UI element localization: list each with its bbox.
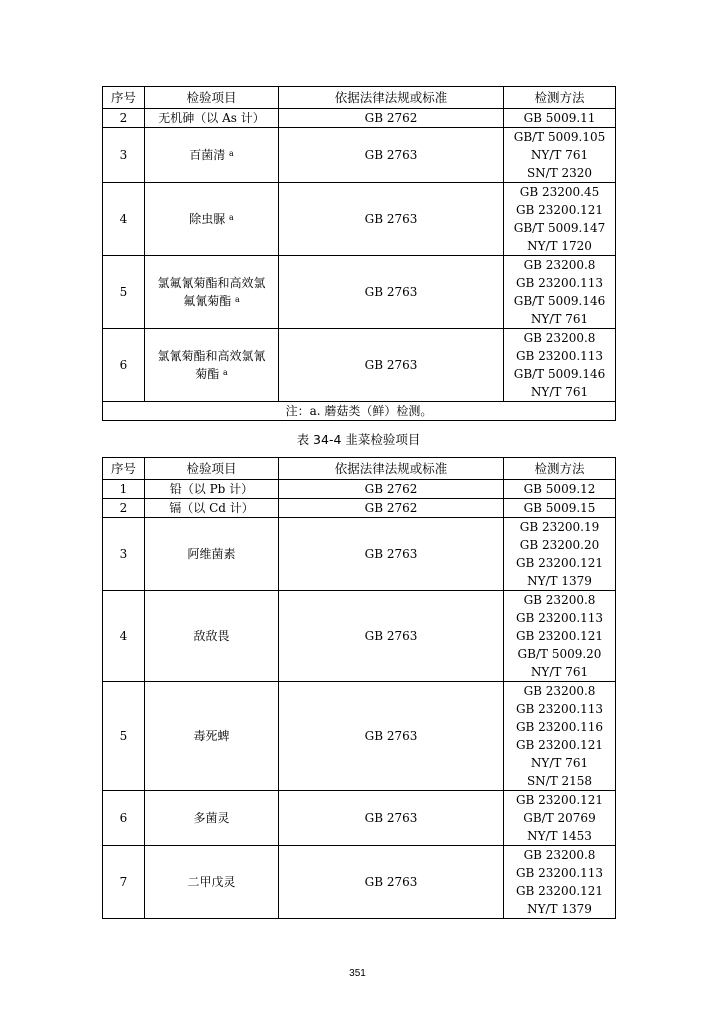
item-text: 百菌清 — [189, 148, 226, 162]
item-text: 铅（以 Pb 计） — [169, 482, 254, 496]
method-standard: GB/T 20769 — [523, 811, 596, 825]
table-row — [103, 109, 616, 128]
legal-standard: GB 2763 — [279, 128, 504, 183]
item-line — [147, 146, 276, 164]
item-text: 除虫脲 — [189, 212, 226, 226]
method-standard: SN/T 2158 — [526, 774, 593, 788]
method-standard: NY/T 1453 — [527, 829, 592, 843]
item-text: 氯氰菊酯和高效氯氰 — [157, 349, 266, 363]
legal-standard: GB 2763 — [279, 682, 504, 791]
legal-standard: GB 2763 — [279, 256, 504, 329]
test-methods — [504, 109, 616, 128]
item-text: 敌敌畏 — [193, 629, 230, 643]
table-row — [103, 256, 616, 329]
page-number: 351 — [349, 968, 366, 979]
table-caption: 表 34-4 韭菜检验项目 — [296, 432, 421, 447]
header-item: 检验项目 — [145, 458, 279, 480]
legal-standard: GB 2762 — [279, 109, 504, 128]
method-standard: GB 23200.121 — [515, 884, 604, 898]
method-standard: NY/T 1379 — [527, 574, 592, 588]
header-method: 检测方法 — [504, 87, 616, 109]
method-standard: NY/T 761 — [530, 148, 589, 162]
table-note: 注：a. 蘑菇类（鲜）检测。 — [103, 402, 616, 421]
method-standard: NY/T 1379 — [527, 902, 592, 916]
method-standard: GB 23200.121 — [515, 629, 604, 643]
legal-standard: GB 2762 — [279, 499, 504, 518]
method-standard: GB/T 5009.146 — [513, 367, 606, 381]
item-text: 多菌灵 — [193, 811, 230, 825]
header-item: 检验项目 — [145, 87, 279, 109]
header-row — [103, 87, 616, 109]
method-standard: GB 23200.113 — [515, 611, 604, 625]
table-row — [103, 329, 616, 402]
header-standard: 依据法律法规或标准 — [279, 87, 504, 109]
note-row — [103, 402, 616, 421]
header-row — [103, 458, 616, 480]
legal-standard: GB 2763 — [279, 591, 504, 682]
item-text: 二甲戊灵 — [187, 875, 236, 889]
legal-standard: GB 2763 — [279, 791, 504, 846]
header-no: 序号 — [103, 458, 145, 480]
method-standard: GB 23200.121 — [515, 556, 604, 570]
method-standard: GB 23200.121 — [515, 793, 604, 807]
row-number: 2 — [103, 499, 145, 518]
footnote-mark: a — [229, 149, 234, 158]
row-number: 4 — [103, 183, 145, 256]
test-methods — [504, 846, 616, 919]
test-methods — [504, 518, 616, 591]
method-standard: NY/T 761 — [530, 665, 589, 679]
legal-standard: GB 2762 — [279, 480, 504, 499]
inspection-item — [145, 329, 279, 402]
method-standard: GB 23200.8 — [523, 331, 596, 345]
inspection-item — [145, 591, 279, 682]
method-standard: GB 23200.113 — [515, 349, 604, 363]
method-standard: NY/T 761 — [530, 385, 589, 399]
inspection-table-1 — [102, 86, 616, 421]
row-number: 2 — [103, 109, 145, 128]
item-text: 氟氰菊酯 — [183, 294, 232, 308]
test-methods — [504, 499, 616, 518]
test-methods — [504, 480, 616, 499]
row-number: 7 — [103, 846, 145, 919]
test-methods — [504, 791, 616, 846]
method-standard: GB/T 5009.146 — [513, 294, 606, 308]
test-methods — [504, 329, 616, 402]
method-standard: GB 23200.20 — [519, 538, 600, 552]
legal-standard: GB 2763 — [279, 183, 504, 256]
inspection-item — [145, 183, 279, 256]
inspection-item — [145, 499, 279, 518]
item-line — [147, 210, 276, 228]
row-number: 6 — [103, 329, 145, 402]
item-line — [147, 365, 276, 383]
item-text: 无机砷（以 As 计） — [158, 111, 265, 125]
table-row — [103, 682, 616, 791]
method-standard: NY/T 761 — [530, 312, 589, 326]
inspection-item — [145, 109, 279, 128]
method-standard: GB 5009.11 — [523, 111, 596, 125]
method-standard: GB 23200.8 — [523, 258, 596, 272]
method-standard: GB 5009.15 — [523, 501, 596, 515]
footnote-mark: a — [223, 368, 228, 377]
method-standard: GB/T 5009.147 — [513, 221, 606, 235]
table-row — [103, 480, 616, 499]
item-text: 镉（以 Cd 计） — [169, 501, 254, 515]
method-standard: GB 23200.8 — [523, 684, 596, 698]
method-standard: GB 23200.113 — [515, 866, 604, 880]
row-number: 3 — [103, 128, 145, 183]
test-methods — [504, 183, 616, 256]
inspection-item — [145, 256, 279, 329]
method-standard: GB 23200.8 — [523, 848, 596, 862]
table-row — [103, 518, 616, 591]
legal-standard: GB 2763 — [279, 846, 504, 919]
method-standard: GB 23200.116 — [515, 720, 604, 734]
method-standard: GB/T 5009.105 — [513, 130, 606, 144]
inspection-item — [145, 128, 279, 183]
row-number: 3 — [103, 518, 145, 591]
table-row — [103, 499, 616, 518]
legal-standard: GB 2763 — [279, 329, 504, 402]
method-standard: NY/T 761 — [530, 756, 589, 770]
method-standard: GB/T 5009.20 — [517, 647, 602, 661]
item-line — [147, 292, 276, 310]
row-number: 4 — [103, 591, 145, 682]
method-standard: GB 23200.113 — [515, 276, 604, 290]
method-standard: GB 23200.19 — [519, 520, 600, 534]
legal-standard: GB 2763 — [279, 518, 504, 591]
item-text: 氯氟氰菊酯和高效氯 — [157, 276, 266, 290]
row-number: 1 — [103, 480, 145, 499]
header-standard: 依据法律法规或标准 — [279, 458, 504, 480]
method-standard: GB 23200.45 — [519, 185, 600, 199]
method-standard: NY/T 1720 — [527, 239, 592, 253]
inspection-table-2 — [102, 457, 616, 919]
test-methods — [504, 128, 616, 183]
footnote-mark: a — [235, 295, 240, 304]
table-row — [103, 791, 616, 846]
table-row — [103, 591, 616, 682]
method-standard: GB 23200.8 — [523, 593, 596, 607]
test-methods — [504, 256, 616, 329]
row-number: 5 — [103, 682, 145, 791]
inspection-item — [145, 682, 279, 791]
inspection-item — [145, 791, 279, 846]
method-standard: GB 5009.12 — [523, 482, 596, 496]
row-number: 5 — [103, 256, 145, 329]
table-row — [103, 183, 616, 256]
row-number: 6 — [103, 791, 145, 846]
item-text: 阿维菌素 — [187, 547, 236, 561]
inspection-item — [145, 518, 279, 591]
footnote-mark: a — [229, 213, 234, 222]
item-text: 毒死蜱 — [193, 729, 230, 743]
inspection-item — [145, 480, 279, 499]
table-row — [103, 846, 616, 919]
header-no: 序号 — [103, 87, 145, 109]
table-row — [103, 128, 616, 183]
method-standard: GB 23200.121 — [515, 738, 604, 752]
item-text: 菊酯 — [195, 367, 220, 381]
test-methods — [504, 591, 616, 682]
method-standard: SN/T 2320 — [526, 166, 593, 180]
inspection-item — [145, 846, 279, 919]
test-methods — [504, 682, 616, 791]
method-standard: GB 23200.121 — [515, 203, 604, 217]
method-standard: GB 23200.113 — [515, 702, 604, 716]
header-method: 检测方法 — [504, 458, 616, 480]
